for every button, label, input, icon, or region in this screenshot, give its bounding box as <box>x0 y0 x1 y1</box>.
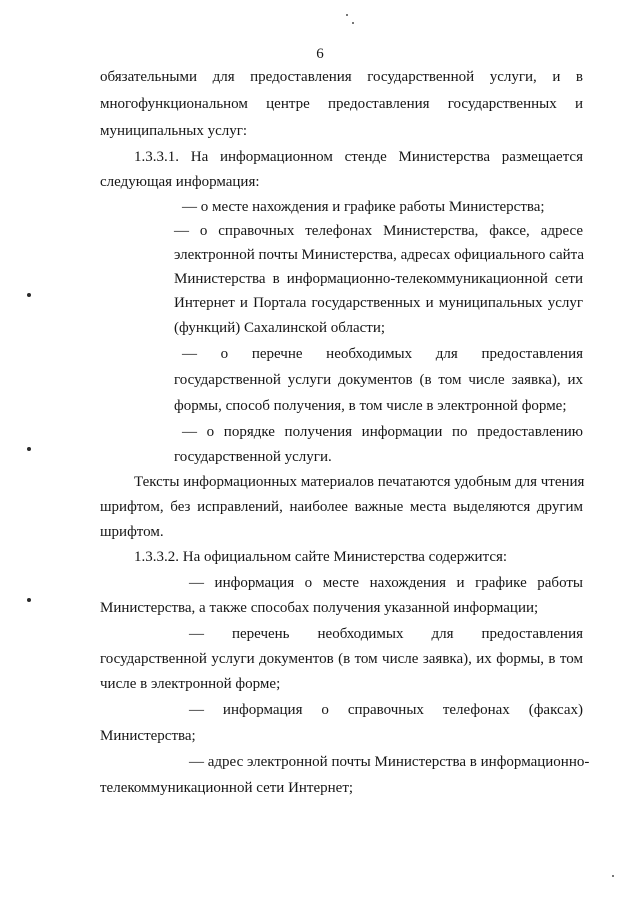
text-line: Министерства, а также способах получения указанной информации; <box>100 600 539 616</box>
text-line: Тексты информационных материалов печатаются удобным для чтения <box>134 474 585 490</box>
text-line: формы, способ получения, в том числе в электронной форме; <box>174 398 567 414</box>
punch-hole-mark <box>27 598 31 602</box>
bullet-item: — о месте нахождения и графике работы Министерства; <box>182 199 545 215</box>
bullet-item: — информация о справочных телефонах (факсах) <box>189 702 583 718</box>
text-line: числе в электронной форме; <box>100 676 281 692</box>
text-line: государственной услуги документов (в том числе заявка), их <box>174 372 583 388</box>
section-heading: 1.3.3.2. На официальном сайте Министерства содержится: <box>134 549 508 565</box>
text-line: государственной услуги документов (в том числе заявка), их формы, в том <box>100 651 583 667</box>
text-line: шрифтом. <box>100 524 164 540</box>
section-heading: 1.3.3.1. На информационном стенде Министерства размещается <box>134 149 583 165</box>
text-line: государственной услуги. <box>174 449 332 465</box>
text-line: следующая информация: <box>100 174 260 190</box>
text-line: телекоммуникационной сети Интернет; <box>100 780 354 796</box>
bullet-item: — о справочных телефонах Министерства, факсе, адресе <box>174 223 583 239</box>
text-line: Интернет и Портала государственных и муниципальных услуг <box>174 295 583 311</box>
text-line: электронной почты Министерства, адресах официального сайта <box>174 247 585 263</box>
bullet-item: — адрес электронной почты Министерства в информационно- <box>189 754 590 770</box>
text-line: (функций) Сахалинской области; <box>174 320 386 336</box>
punch-hole-mark <box>27 293 31 297</box>
text-line: муниципальных услуг: <box>100 123 248 139</box>
text-line: шрифтом, без исправлений, наиболее важные места выделяются другим <box>100 499 583 515</box>
text-line: Министерства; <box>100 728 196 744</box>
text-line: многофункциональном центре предоставления государственных и <box>100 96 583 112</box>
page-number: 6 <box>316 46 324 62</box>
punch-hole-mark <box>27 447 31 451</box>
scan-speck <box>346 14 348 16</box>
scan-speck <box>352 22 354 24</box>
scan-speck <box>612 875 614 877</box>
text-line: Министерства в информационно-телекоммуникационной сети <box>174 271 583 287</box>
bullet-item: — о перечне необходимых для предоставления <box>182 346 583 362</box>
text-line: обязательными для предоставления государственной услуги, и в <box>100 69 583 85</box>
bullet-item: — о порядке получения информации по предоставлению <box>182 424 583 440</box>
bullet-item: — перечень необходимых для предоставления <box>189 626 583 642</box>
bullet-item: — информация о месте нахождения и графике работы <box>189 575 583 591</box>
